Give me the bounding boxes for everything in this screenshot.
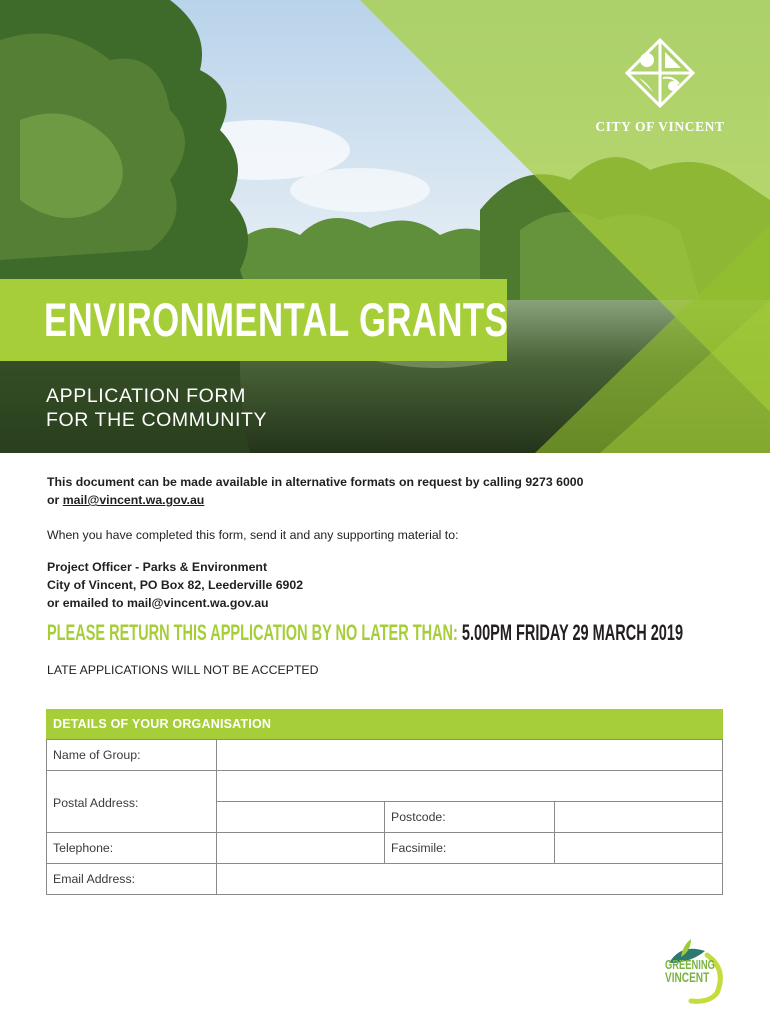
greening-vincent-logo [661,935,727,1005]
email-address-label: Email Address: [46,863,217,895]
alt-formats-or: or [47,493,63,507]
vincent-text: VINCENT [665,969,710,985]
deadline-lead: PLEASE RETURN THIS APPLICATION BY NO LATER THAN: [47,620,462,645]
logo-text: CITY OF VINCENT [595,119,725,134]
facsimile-field[interactable] [554,832,723,864]
facsimile-label: Facsimile: [384,832,555,864]
deadline-heading [47,619,683,647]
telephone-field[interactable] [216,832,385,864]
address-line-2: City of Vincent, PO Box 82, Leederville 6902 [47,578,304,592]
postal-address-label: Postal Address: [46,770,217,833]
send-instruction: When you have completed this form, send it and any supporting material to: [47,528,459,542]
name-of-group-label: Name of Group: [46,739,217,771]
city-crest-icon [625,38,695,108]
address-line-3: or emailed to mail@vincent.wa.gov.au [47,596,269,610]
postcode-label: Postcode: [384,801,555,833]
email-address-field[interactable] [216,863,723,895]
postcode-field[interactable] [554,801,723,833]
postal-address-block [47,558,303,612]
postal-address-field[interactable] [216,770,723,802]
subtitle-line-2: FOR THE COMMUNITY [46,409,268,431]
subtitle-line-1: APPLICATION FORM [46,385,246,407]
alt-formats-text: This document can be made available in alternative formats on request by calling 9273 6000 [47,475,584,489]
page-title: ENVIRONMENTAL GRANTS [44,293,509,346]
late-applications-notice: LATE APPLICATIONS WILL NOT BE ACCEPTED [47,663,319,677]
name-of-group-field[interactable] [216,739,723,771]
city-of-vincent-logo [590,38,730,135]
postal-address-field-line-2[interactable] [216,801,385,833]
telephone-label: Telephone: [46,832,217,864]
subtitle [46,384,267,432]
email-link[interactable]: mail@vincent.wa.gov.au [62,493,205,507]
alternative-formats-notice [47,473,583,509]
greening-text: GREENING [665,957,715,972]
hero-banner [0,0,770,453]
deadline-date: 5.00PM FRIDAY 29 MARCH 2019 [461,620,684,645]
title-band [0,279,507,361]
organisation-section-header: DETAILS OF YOUR ORGANISATION [46,709,723,740]
address-line-1: Project Officer - Parks & Environment [47,560,268,574]
greening-vincent-text [665,957,715,985]
